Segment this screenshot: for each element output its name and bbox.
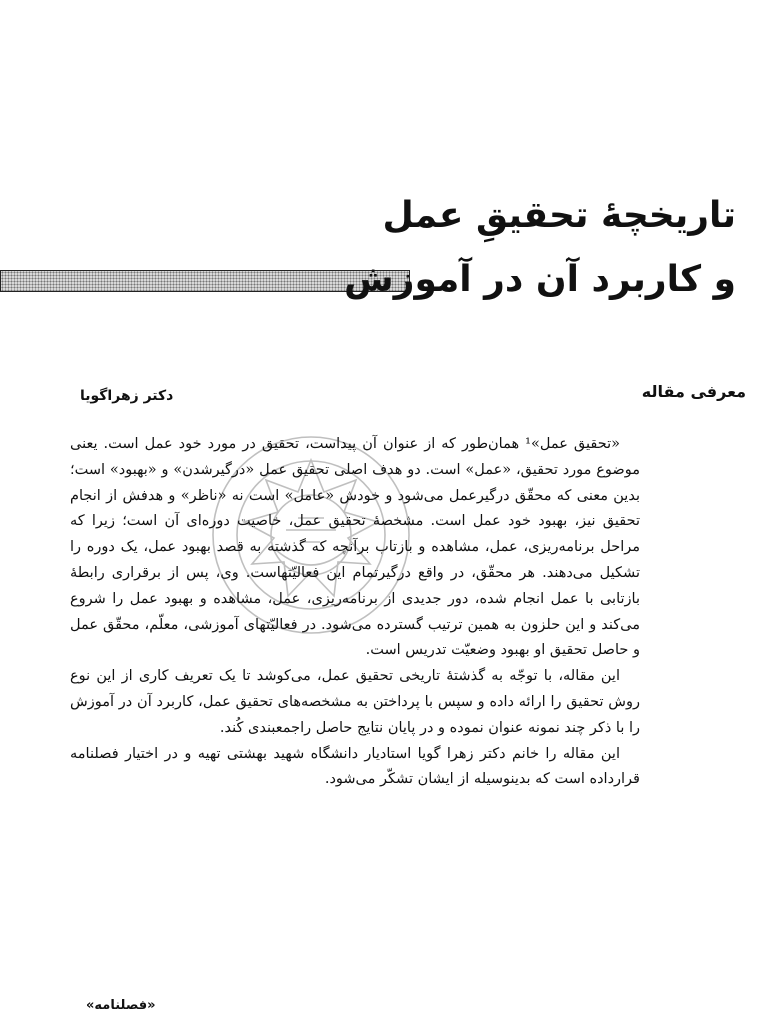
author-name: دکتر زهراگویا: [80, 388, 174, 404]
article-body: [70, 432, 640, 793]
title-row-2: [0, 256, 736, 306]
article-title-line-1: تاریخچهٔ تحقیقِ عمل: [382, 195, 736, 236]
body-paragraph-1: «تحقیق عمل»¹ همان‌طور که از عنوان آن پیداست، تحقیق در مورد خود عمل است. یعنی موضوع مورد تحقیق، «عمل» است. دو هدف اصلی تحقیق عمل «درگیرشدن» و «بهبود» است؛ بدین معنی که محقّق درگیرعمل می‌شود و خودش «عامل» است نه «ناظر» و هدفش از انجام تحقیق نیز، بهبود خود عمل است. مشخصهٔ تحقیق عمل، خاصیت دوره‌ای آن است؛ زیرا که مراحل برنامه‌ریزی، عمل، مشاهده و بازتاب برآنچه که گذشته به قصد بهبود عمل، یک دوره را تشکیل می‌دهند. هر محقّق، در واقع درگیرتمام این فعالیّتهاست. وی، پس از برقراری رابطهٔ بازتابی با عمل انجام شده، دور جدیدی از برنامه‌ریزی، عمل، مشاهده و بهبود عمل را شروع می‌کند و این حلزون به همین ترتیب گسترده می‌شود. در فعالیّتهای آموزشی، معلّم، محقّق عمل و حاصل تحقیق او بهبود وضعیّت تدریس است.: [70, 436, 640, 659]
article-title-line-2: و کاربرد آن در آموزش: [344, 259, 736, 300]
body-paragraph-2: این مقاله، با توجّه به گذشتهٔ تاریخی تحقیق عمل، می‌کوشد تا یک تعریف کاری از این نوع روش تحقیق را ارائه داده و سپس با پرداختن به مشخصه‌های تحقیق عمل، کاربرد آن در آموزش را با ذکر چند نمونه عنوان نموده و در پایان نتایج حاصل راجمعبندی کُند.: [70, 668, 640, 736]
body-paragraph-3: این مقاله را خانم دکتر زهرا گویا استادیار دانشگاه شهید بهشتی تهیه و در اختیار فصلنامه قرارداده است که بدینوسیله از ایشان تشکّر می‌شود.: [70, 745, 640, 788]
journal-label: «فصلنامه»: [86, 998, 156, 1013]
section-label: معرفی مقاله: [641, 382, 746, 401]
